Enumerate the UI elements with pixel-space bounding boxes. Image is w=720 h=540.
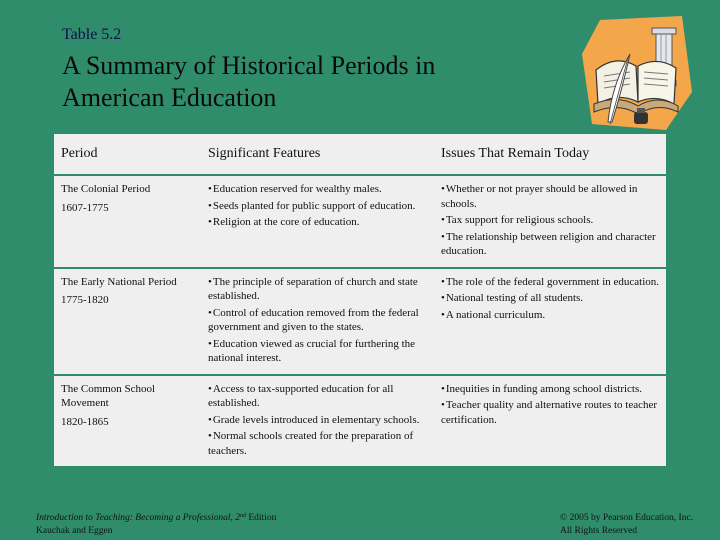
- table-row: [54, 268, 666, 375]
- issue-item: • Tax support for religious schools.: [441, 213, 660, 228]
- footer-book-title: Introduction to Teaching: Becoming a Professional, 2: [36, 513, 240, 523]
- footer-book-line: [36, 512, 276, 525]
- feature-item: • Control of education removed from the federal government and given to the states.: [208, 306, 428, 335]
- feature-item: • Religion at the core of education.: [208, 215, 428, 230]
- period-name: The Early National Period: [61, 275, 177, 288]
- issues-cell: [434, 268, 666, 375]
- features-cell: [201, 375, 434, 468]
- features-cell: [201, 268, 434, 375]
- issues-cell: [434, 375, 666, 468]
- table-header-row: [54, 134, 666, 175]
- footer-edition-word: Edition: [245, 513, 277, 523]
- footer-edition-sup: nd: [239, 513, 246, 519]
- period-name: The Colonial Period: [61, 183, 151, 195]
- feature-item: • Access to tax-supported education for all established.: [208, 382, 428, 411]
- table-row: [54, 375, 666, 468]
- issue-item: • The role of the federal government in education.: [441, 275, 660, 290]
- header-issues-remain: Issues That Remain Today: [434, 134, 666, 175]
- feature-item: • Education reserved for wealthy males.: [208, 182, 428, 197]
- feature-item: • Grade levels introduced in elementary schools.: [208, 413, 428, 428]
- footer-copyright-block: [560, 512, 693, 538]
- period-years: 1775-1820: [61, 294, 109, 306]
- issue-item: • The relationship between religion and character education.: [441, 230, 660, 259]
- header-period: Period: [54, 134, 201, 175]
- book-quill-column-clipart-icon: [578, 14, 696, 132]
- issue-item: • Whether or not prayer should be allowed in schools.: [441, 182, 660, 211]
- footer-citation: [36, 512, 276, 538]
- period-name: The Common School Movement: [61, 382, 156, 409]
- slide-title: A Summary of Historical Periods in American Education: [62, 51, 436, 112]
- period-years: 1607-1775: [61, 201, 109, 214]
- historical-periods-table: [54, 134, 666, 468]
- slide-label: Table 5.2: [62, 26, 122, 43]
- issue-item: • National testing of all students.: [441, 291, 660, 306]
- footer-copyright: © 2005 by Pearson Education, Inc.: [560, 513, 694, 523]
- feature-item: • Education viewed as crucial for furthering the national interest.: [208, 337, 428, 366]
- header-significant-features: Significant Features: [201, 134, 434, 175]
- feature-item: • Normal schools created for the preparation of teachers.: [208, 429, 428, 458]
- issue-item: • Teacher quality and alternative routes to teacher certification.: [441, 398, 660, 427]
- period-cell: [54, 175, 201, 268]
- features-cell: [201, 175, 434, 268]
- footer-authors: Kauchak and Eggen: [36, 526, 113, 536]
- feature-item: • Seeds planted for public support of education.: [208, 199, 428, 214]
- period-cell: [54, 268, 201, 375]
- feature-item: • The principle of separation of church and state established.: [208, 275, 428, 304]
- issue-item: • Inequities in funding among school districts.: [441, 382, 660, 397]
- period-years: 1820-1865: [61, 415, 109, 428]
- issues-cell: [434, 175, 666, 268]
- issue-item: • A national curriculum.: [441, 308, 660, 323]
- table-row: [54, 175, 666, 268]
- period-cell: [54, 375, 201, 468]
- footer-rights: All Rights Reserved: [560, 526, 638, 536]
